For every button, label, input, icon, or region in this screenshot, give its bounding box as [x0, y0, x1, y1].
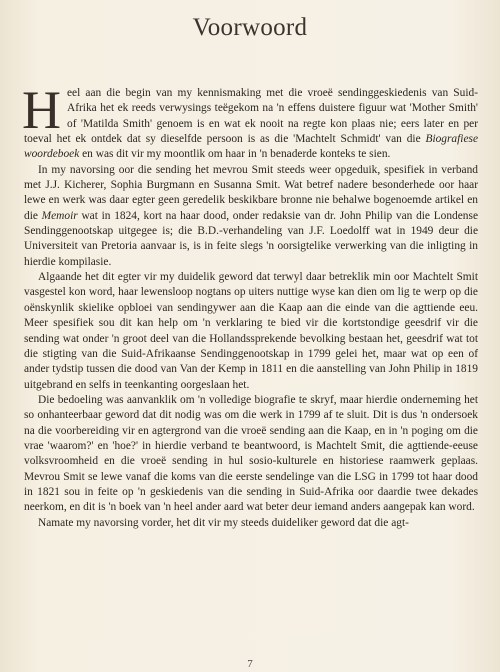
page-title: Voorwoord [192, 14, 308, 41]
drop-cap: H [22, 80, 61, 140]
paragraph [24, 516, 478, 531]
paragraph [22, 80, 478, 163]
text-run: Die bedoeling was aanvanklik om 'n volledige biografie te skryf, maar hierdie onderneming het so onhanteerbaar geword dat dit nodig was om die werk in 1799 af te sluit. Dit is dus 'n ondersoek na die voorbereiding vir en agtergrond van die vroeë sending aan die Kaap, en in 'n poging om die vrae 'waarom?' en 'hoe?' in hierdie verband te beantwoord, is Machtelt Smit, die agttiende-eeuse volksvroomheid en die vroeë sending in hul sosio-kulturele en historiese raamwerk geplaas. Mevrou Smit se lewe vanaf die koms van die eerste sendelinge van die LSG in 1799 tot haar dood in 1821 sou in feite op 'n geskiedenis van die sending in Suid-Afrika oor daardie twee dekades neerkom, en dit is 'n boek van 'n heel ander aard wat beter deur iemand anders aangepak kan word. [24, 393, 478, 514]
text-run: en was dit vir my moontlik om haar in 'n benaderde konteks te sien. [79, 148, 391, 161]
italic-title: Biografiese woordeboek [24, 133, 478, 161]
text-run: eel aan die begin van my kennismaking met die vroeë sendinggeskiedenis van Suid-Afrika het ek reeds verwysings teëgekom na 'n effens duistere figuur wat 'Mother Smith' of 'Matilda Smith' genoem is en wat ek nooit na regte kon plaas nie; eers later en per toeval het ek ontdek dat sy dieselfde persoon is as die 'Machtelt Schmidt' van die [24, 87, 478, 146]
italic-title: Memoir [41, 209, 78, 222]
text-run: Algaande het dit egter vir my duidelik geword dat terwyl daar betreklik min oor Machtelt Smit vasgestel kon word, haar lewensloop nogtans op uiters nuttige wyse kan dien om lig te werp op die oënskynlik skielike opbloei van sendingywer aan die Kaap aan die einde van die agttiende eeu. Meer spesifiek sou dit kan help om 'n verklaring te bied vir die kortstondige geesdrif vir die sending wat onder 'n groot deel van die Hollandssprekende bevolking bestaan het, geesdrif wat tot die stigting van die Suid-Afrikaanse Sendinggenootskap in 1799 gelei het, maar wat op een of ander tydstip tussen die dood van Van der Kemp in 1811 en die aanstelling van John Philip in 1819 uitgebrand en selfs in teenkanting oorgeslaan het. [24, 271, 478, 391]
paragraph [24, 270, 478, 393]
paragraph [24, 393, 478, 516]
text-run: wat in 1824, kort na haar dood, onder redaksie van dr. John Philip van die Londense Sendinggenootskap uitgegee is; die B.D.-verhandeling van J.F. Loedolff wat in 1949 deur die Universiteit van Pretoria aanvaar is, is in feite slegs 'n oorsigtelike verwerking van die inligting in hierdie kompilasie. [24, 209, 478, 268]
paragraph [24, 163, 478, 270]
page-number: 7 [247, 658, 253, 670]
body-text [22, 80, 478, 531]
text-run: Namate my navorsing vorder, het dit vir my steeds duideliker geword dat die agt- [38, 516, 409, 529]
text-run: In my navorsing oor die sending het mevrou Smit steeds weer opgeduik, spesifiek in verband met J.J. Kicherer, Sophia Burgmann en Susanna Smit. Wat betref nadere besonderhede oor haar lewe en werk was daar egter geen geredelik beskikbare bronne nie behalwe bogenoemde artikel en die [24, 163, 478, 222]
